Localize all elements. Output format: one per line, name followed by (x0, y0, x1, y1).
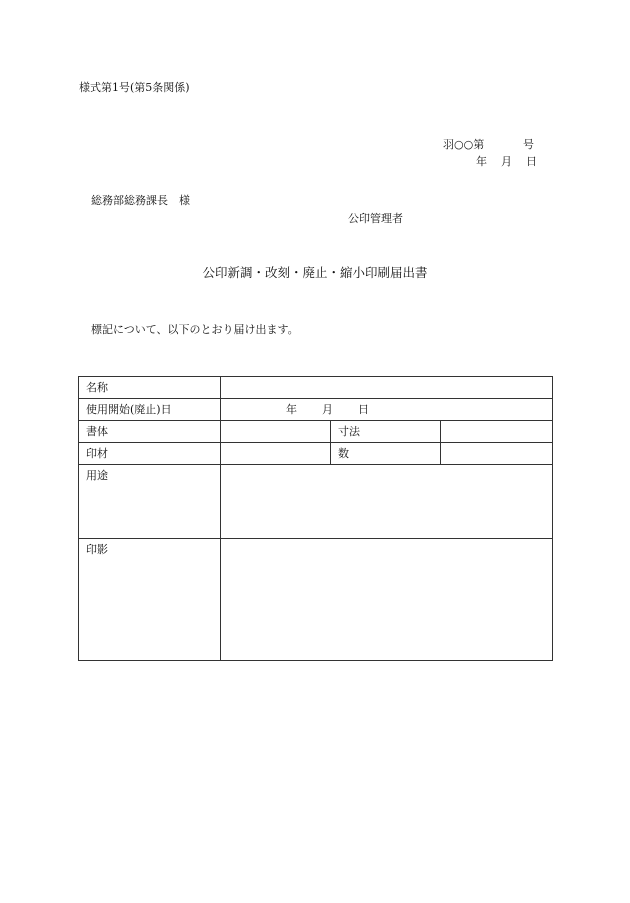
size-label: 寸法 (331, 421, 441, 443)
document-number-prefix: 羽○○第 (443, 138, 485, 151)
start-date-year: 年 (286, 403, 297, 416)
font-label: 書体 (79, 421, 221, 443)
material-field[interactable] (221, 443, 331, 465)
date-year: 年 (476, 155, 487, 168)
name-label: 名称 (79, 377, 221, 399)
material-label: 印材 (79, 443, 221, 465)
seal-label: 印影 (79, 539, 221, 661)
table-row-name (79, 377, 553, 399)
intro-text: 標記について、以下のとおり届け出ます。 (91, 323, 299, 336)
addressee: 総務部総務課長 様 (91, 194, 190, 207)
start-date-label: 使用開始(廃止)日 (79, 399, 221, 421)
table-row-material (79, 443, 553, 465)
table-row-usage (79, 465, 553, 539)
seal-impression-area[interactable] (221, 539, 553, 661)
document-date (476, 156, 537, 167)
sender: 公印管理者 (348, 212, 403, 225)
count-field[interactable] (441, 443, 553, 465)
table-row-font (79, 421, 553, 443)
font-field[interactable] (221, 421, 331, 443)
form-number: 様式第1号(第5条関係) (79, 81, 190, 94)
start-date-field[interactable] (221, 399, 553, 421)
start-date-day: 日 (358, 403, 369, 416)
table-row-start-date (79, 399, 553, 421)
table-row-seal (79, 539, 553, 661)
document-number-suffix: 号 (523, 138, 534, 151)
usage-field[interactable] (221, 465, 553, 539)
notification-form-table (78, 376, 553, 661)
start-date-month: 月 (322, 403, 333, 416)
count-label: 数 (331, 443, 441, 465)
usage-label: 用途 (79, 465, 221, 539)
size-field[interactable] (441, 421, 553, 443)
document-title: 公印新調・改刻・廃止・縮小印刷届出書 (202, 265, 428, 280)
date-month: 月 (501, 155, 512, 168)
date-day: 日 (526, 155, 537, 168)
name-field[interactable] (221, 377, 553, 399)
